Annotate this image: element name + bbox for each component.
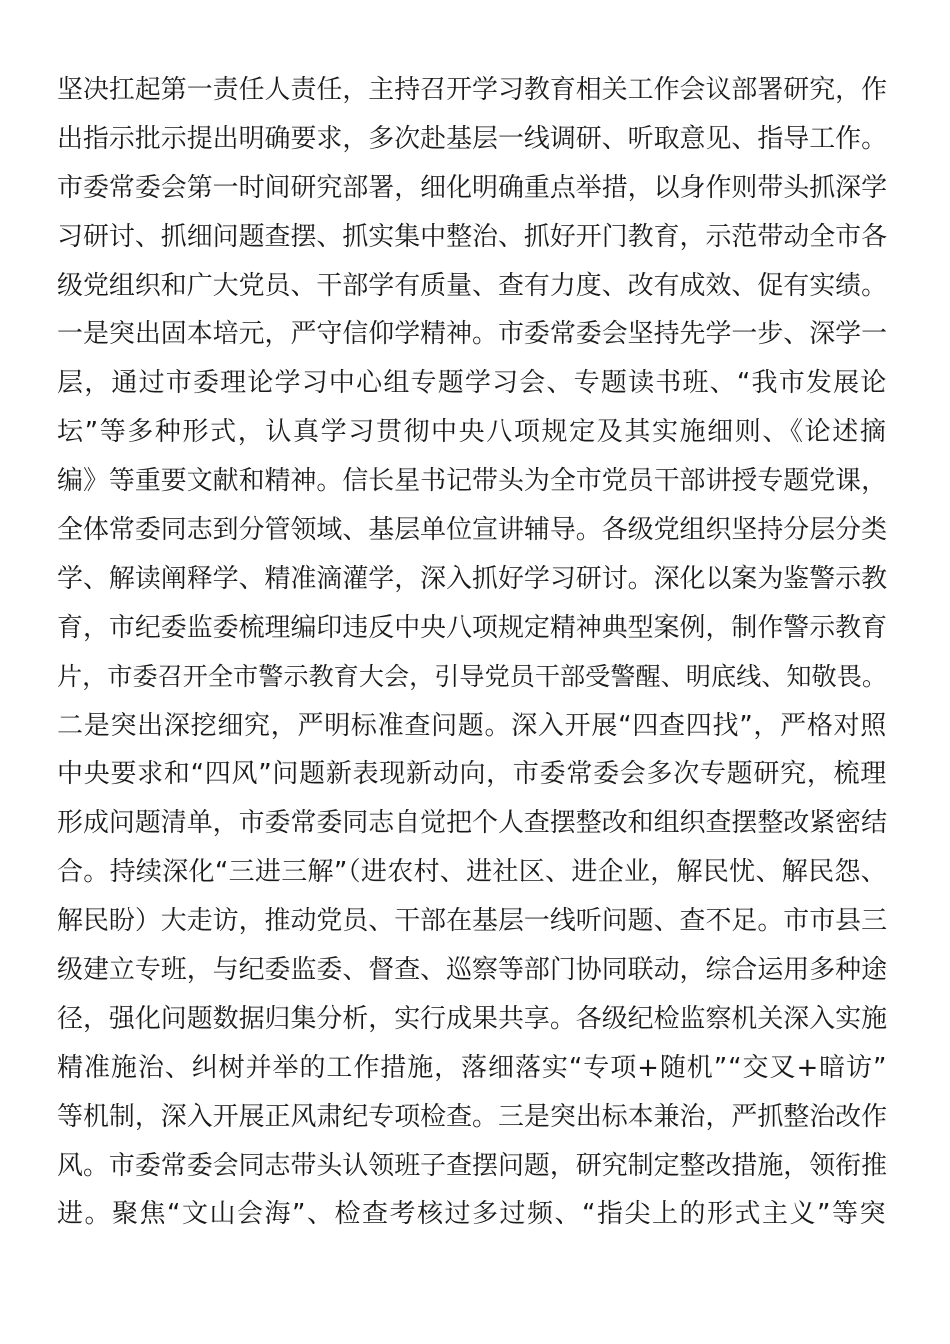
body-text xyxy=(57,66,887,1239)
text-line: 风。市委常委会同志带头认领班子查摆问题，研究制定整改措施，领衔推 xyxy=(57,1150,887,1181)
text-line: 精准施治、纠树并举的工作措施，落细落实“专项+随机”“交叉+暗访” xyxy=(57,1052,888,1083)
text-line: 径，强化问题数据归集分析，实行成果共享。各级纪检监察机关深入实施 xyxy=(57,1003,887,1034)
text-line: 习研讨、抓细问题查摆、抓实集中整治、抓好开门教育，示范带动全市各 xyxy=(57,221,887,252)
text-line: 解民盼）大走访，推动党员、干部在基层一线听问题、查不足。市市县三 xyxy=(57,906,887,937)
text-line: 中央要求和“四风”问题新表现新动向，市委常委会多次专题研究，梳理 xyxy=(57,759,887,790)
text-line: 进。聚焦“文山会海”、检查考核过多过频、“指尖上的形式主义”等突 xyxy=(57,1199,887,1230)
text-line: 市委常委会第一时间研究部署，细化明确重点举措，以身作则带头抓深学 xyxy=(57,172,887,203)
text-line: 二是突出深挖细究，严明标准查问题。深入开展“四查四找”，严格对照 xyxy=(57,710,887,741)
text-line: 级党组织和广大党员、干部学有质量、查有力度、改有成效、促有实绩。 xyxy=(57,270,887,301)
text-line: 片，市委召开全市警示教育大会，引导党员干部受警醒、明底线、知敬畏。 xyxy=(57,661,887,691)
text-line: 全体常委同志到分管领域、基层单位宣讲辅导。各级党组织坚持分层分类 xyxy=(57,515,887,546)
text-line: 坛”等多种形式，认真学习贯彻中央八项规定及其实施细则、《论述摘 xyxy=(57,417,888,448)
text-line: 一是突出固本培元，严守信仰学精神。市委常委会坚持先学一步、深学一 xyxy=(57,319,887,350)
text-line: 育，市纪委监委梳理编印违反中央八项规定精神典型案例，制作警示教育 xyxy=(57,612,887,643)
text-line: 形成问题清单，市委常委同志自觉把个人查摆整改和组织查摆整改紧密结 xyxy=(57,808,887,839)
text-line: 层，通过市委理论学习中心组专题学习会、专题读书班、“我市发展论 xyxy=(57,368,888,399)
text-line: 编》等重要文献和精神。信长星书记带头为全市党员干部讲授专题党课， xyxy=(57,466,887,497)
text-line: 出指示批示提出明确要求，多次赴基层一线调研、听取意见、指导工作。 xyxy=(57,123,887,154)
text-line: 级建立专班，与纪委监委、督查、巡察等部门协同联动，综合运用多种途 xyxy=(57,955,887,986)
text-line: 学、解读阐释学、精准滴灌学，深入抓好学习研讨。深化以案为鉴警示教 xyxy=(57,563,887,594)
text-line: 等机制，深入开展正风肃纪专项检查。三是突出标本兼治，严抓整治改作 xyxy=(57,1101,887,1132)
text-line: 坚决扛起第一责任人责任，主持召开学习教育相关工作会议部署研究，作 xyxy=(57,75,887,105)
text-line: 合。持续深化“三进三解”（进农村、进社区、进企业，解民忧、解民怨、 xyxy=(57,857,887,888)
